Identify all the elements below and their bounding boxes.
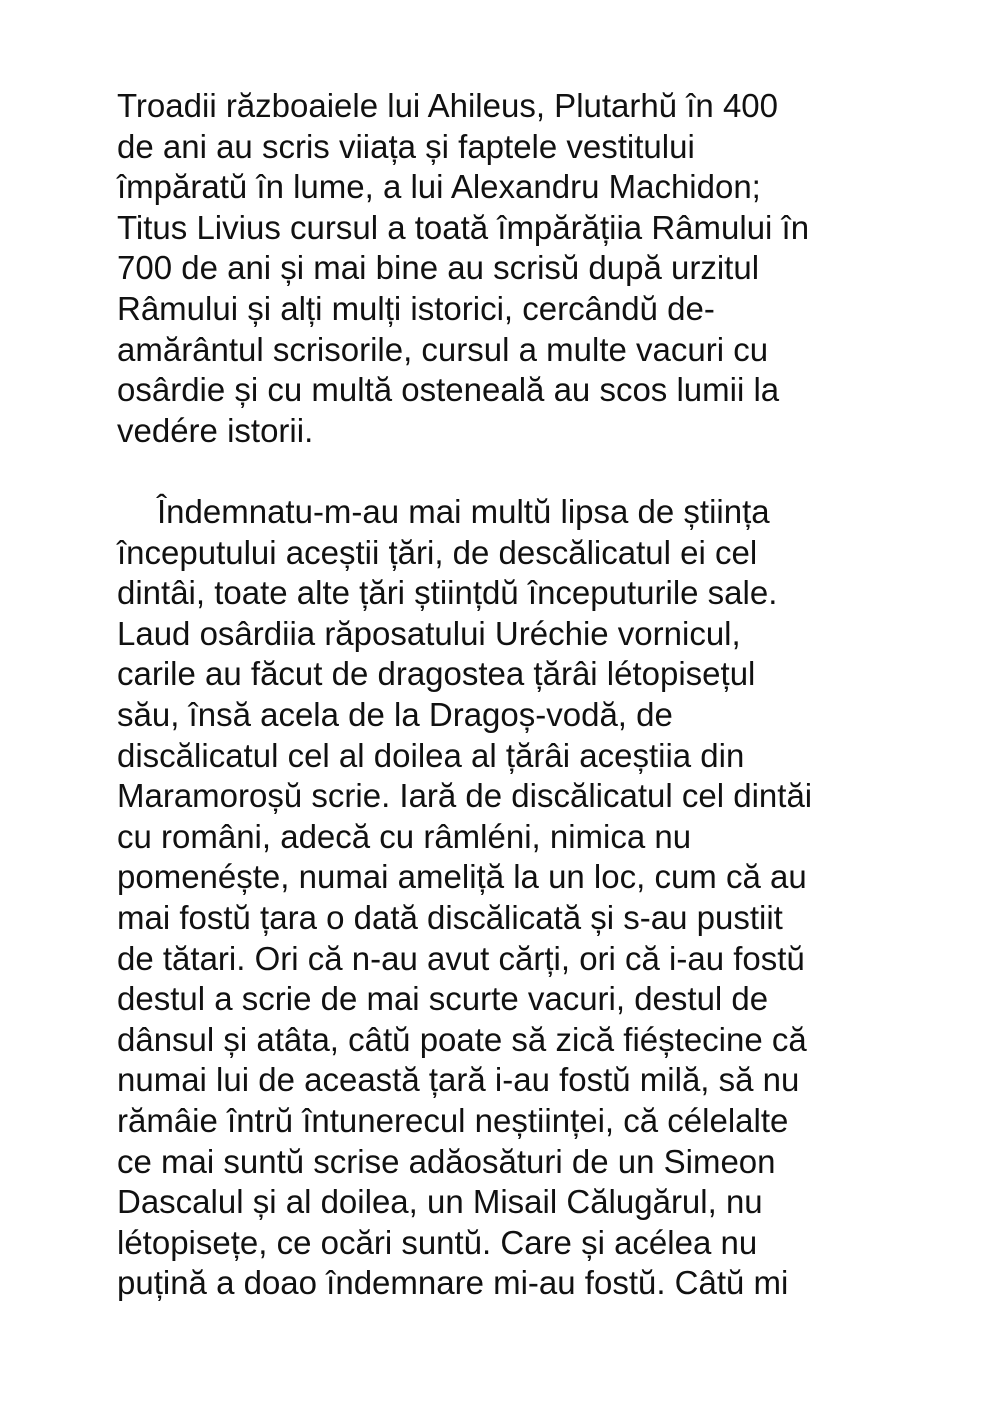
text-line: discălicatul cel al doilea al țărâi aceștiia din xyxy=(117,736,745,774)
paragraph-2 xyxy=(117,492,897,1304)
text-line: puțină a doao îndemnare mi-au fostŭ. Câtŭ mi xyxy=(117,1264,789,1302)
text-line: numai lui de această țară i-au fostŭ milă, să nu xyxy=(117,1061,800,1099)
text-line: dânsul și atâta, câtŭ poate să zică fiéștecine că xyxy=(117,1020,807,1058)
text-line: pomenéște, numai ameliță la un loc, cum că au xyxy=(117,858,807,896)
text-line: amărântul scrisorile, cursul a multe vacuri cu xyxy=(117,330,769,368)
text-line: de tătari. Ori că n-au avut cărți, ori că i-au fostŭ xyxy=(117,939,805,977)
text-line: Titus Livius cursul a toată împărățiia Râmului în xyxy=(117,208,810,246)
text-line: vedére istorii. xyxy=(117,411,314,449)
text-line: de ani au scris viiața și faptele vestitului xyxy=(117,127,695,165)
text-line: cu români, adecă cu râmléni, nimica nu xyxy=(117,817,692,855)
text-line: létopisețe, ce ocări suntŭ. Care și acélea nu xyxy=(117,1223,758,1261)
text-line: Dascalul și al doilea, un Misail Călugărul, nu xyxy=(117,1183,763,1221)
text-line: rămâie întrŭ întunerecul neștiinței, că célelalte xyxy=(117,1101,789,1139)
text-line: carile au făcut de dragostea țărâi létopisețul xyxy=(117,655,756,693)
text-line: împăratŭ în lume, a lui Alexandru Machidon; xyxy=(117,168,761,206)
text-line: mai fostŭ țara o dată discălicată și s-au pustiit xyxy=(117,898,783,936)
text-line: Îndemnatu-m-au mai multŭ lipsa de știința xyxy=(157,493,770,530)
text-line: destul a scrie de mai scurte vacuri, destul de xyxy=(117,980,769,1018)
text-line: dintâi, toate alte țări științdŭ începuturile sale. xyxy=(117,574,778,612)
text-line: său, însă acela de la Dragoș-vodă, de xyxy=(117,695,673,733)
text-line: începutului aceștii țări, de descălicatul ei cel xyxy=(117,533,758,571)
text-line: ce mai suntŭ scrise adăosături de un Simeon xyxy=(117,1142,776,1180)
paragraph-1 xyxy=(117,86,897,451)
text-line: osârdie și cu multă osteneală au scos lumii la xyxy=(117,371,780,409)
text-line: Râmului și alți mulți istorici, cercândŭ de- xyxy=(117,289,715,327)
text-line: Laud osârdiia răposatului Uréchie vornicul, xyxy=(117,614,741,652)
text-line: Troadii războaiele lui Ahileus, Plutarhŭ în 400 xyxy=(117,87,779,124)
text-line: 700 de ani și mai bine au scrisŭ după urzitul xyxy=(117,249,760,287)
text-line: Maramoroșŭ scrie. Iară de discălicatul cel dintăi xyxy=(117,777,813,815)
